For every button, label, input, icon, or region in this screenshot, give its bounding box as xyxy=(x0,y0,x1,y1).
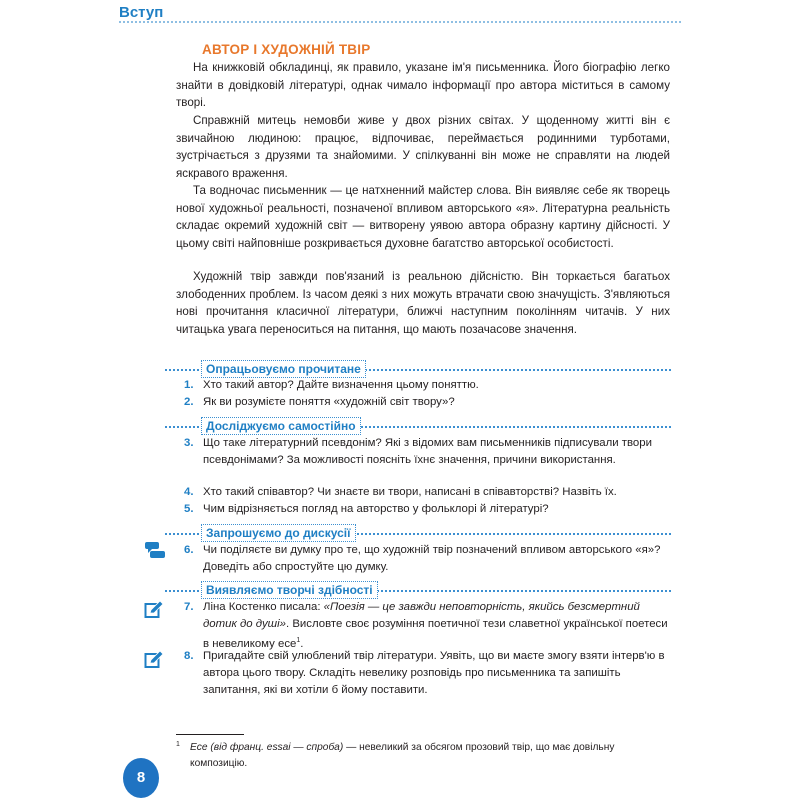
task-number: 3. xyxy=(184,437,194,449)
task-7 xyxy=(184,599,674,652)
task-2 xyxy=(184,394,674,411)
task-number: 2. xyxy=(184,396,194,408)
task-text: Хто такий автор? Дайте визначення цьому поняттю. xyxy=(203,379,479,391)
task-6 xyxy=(184,542,674,576)
footnote-term: Есе xyxy=(190,742,208,753)
footnote-source: (від франц. essai — спроба) xyxy=(210,742,344,753)
footnote-number: 1 xyxy=(176,741,180,748)
task-number: 8. xyxy=(184,650,194,662)
heading-creative xyxy=(165,582,671,598)
page-number: 8 xyxy=(123,758,159,798)
footnote xyxy=(176,740,670,771)
task-text: Що таке літературний псевдонім? Які з відомих вам письменників підписували твори псевдонімами? За можливості поясніть їхнє значення, причини використання. xyxy=(203,437,652,466)
heading-discussion xyxy=(165,525,671,541)
task-text: Пригадайте свій улюблений твір літератури. Уявіть, що ви маєте змогу взяти інтерв'ю в автора цього твору. Складіть невелику розповідь про письменника та запишіть запитання, які ви хотіли б йому поставити. xyxy=(203,650,665,696)
block-heading: Запрошуємо до дискусії xyxy=(201,524,356,542)
task-text: Хто такий співавтор? Чи знаєте ви твори, написані в співавторстві? Назвіть їх. xyxy=(203,486,617,498)
paragraph-3: Та водночас письменник — це натхненний майстер слова. Він виявляє себе як творець нової художньої реальності, позначеної впливом авторського «я». Літературна реальність складає окремий художній світ — витворену уявою автора образну картину дійсності. У цьому світі найповніше розкривається духовне багатство авторської особистості. xyxy=(176,184,670,250)
block-heading: Опрацьовуємо прочитане xyxy=(201,360,366,378)
task-text: Чим відрізняється погляд на авторство у фольклорі й літературі? xyxy=(203,503,549,515)
task-text: Чи поділяєте ви думку про те, що художній твір позначений впливом авторського «я»? Доведіть або спростуйте цю думку. xyxy=(203,544,661,573)
write-pencil-icon xyxy=(144,600,164,625)
task-number: 7. xyxy=(184,601,194,613)
paragraph-4: Художній твір завжди пов'язаний із реальною дійсністю. Він торкається багатьох злободенних проблем. Із часом деякі з них можуть втрачати свою значущість. З'являються нові прочитання класичної літератури, ближчі наступним поколінням читачів. У них читацька увага переноситься на питання, що мають позачасове значення. xyxy=(176,270,670,336)
discussion-icon xyxy=(144,540,166,567)
task-number: 6. xyxy=(184,544,194,556)
footnote-text: — невеликий за обсягом прозовий твір, що має довільну композицію. xyxy=(190,742,615,769)
task-8 xyxy=(184,648,674,698)
task-4 xyxy=(184,484,674,501)
heading-research xyxy=(165,418,671,434)
task-1 xyxy=(184,377,674,394)
task-number: 5. xyxy=(184,503,194,515)
task-text: Ліна Костенко писала: «Поезія — це завжди неповторність, якийсь безсмертний дотик до душі». Висловте своє розуміння поетичної тези славетної української поетеси в невеликому есе$^1$. xyxy=(203,601,668,650)
section-title: АВТОР І ХУДОЖНІЙ ТВІР xyxy=(202,42,371,57)
task-number: 4. xyxy=(184,486,194,498)
paragraph-1: На книжковій обкладинці, як правило, указане ім'я письменника. Його біографію легко знайти в довідковій літературі, однак чимало інформації про автора міститься в самому творі. xyxy=(176,61,670,110)
quote: «Поезія — це завжди неповторність, якийсь безсмертний дотик до душі» xyxy=(203,601,640,630)
footnote-ref: 1 xyxy=(296,636,301,644)
chapter-title: Вступ xyxy=(119,4,164,21)
task-5 xyxy=(184,501,674,518)
task-number: 1. xyxy=(184,379,194,391)
header-divider xyxy=(119,21,681,23)
task-text: Як ви розумієте поняття «художній світ твору»? xyxy=(203,396,455,408)
task-3 xyxy=(184,435,674,469)
block-heading: Виявляємо творчі здібності xyxy=(201,581,378,599)
paragraph-2: Справжній митець немовби живе у двох різних світах. У щоденному житті він є звичайною людиною: працює, відпочиває, переймається родинними турботами, зустрічається з друзями та знайомими. У спілкуванні він може не справляти на людей яскравого враження. xyxy=(176,114,670,180)
footnote-divider xyxy=(176,734,244,735)
heading-read xyxy=(165,361,671,377)
block-heading: Досліджуємо самостійно xyxy=(201,417,361,435)
write-pencil-icon xyxy=(144,650,164,675)
